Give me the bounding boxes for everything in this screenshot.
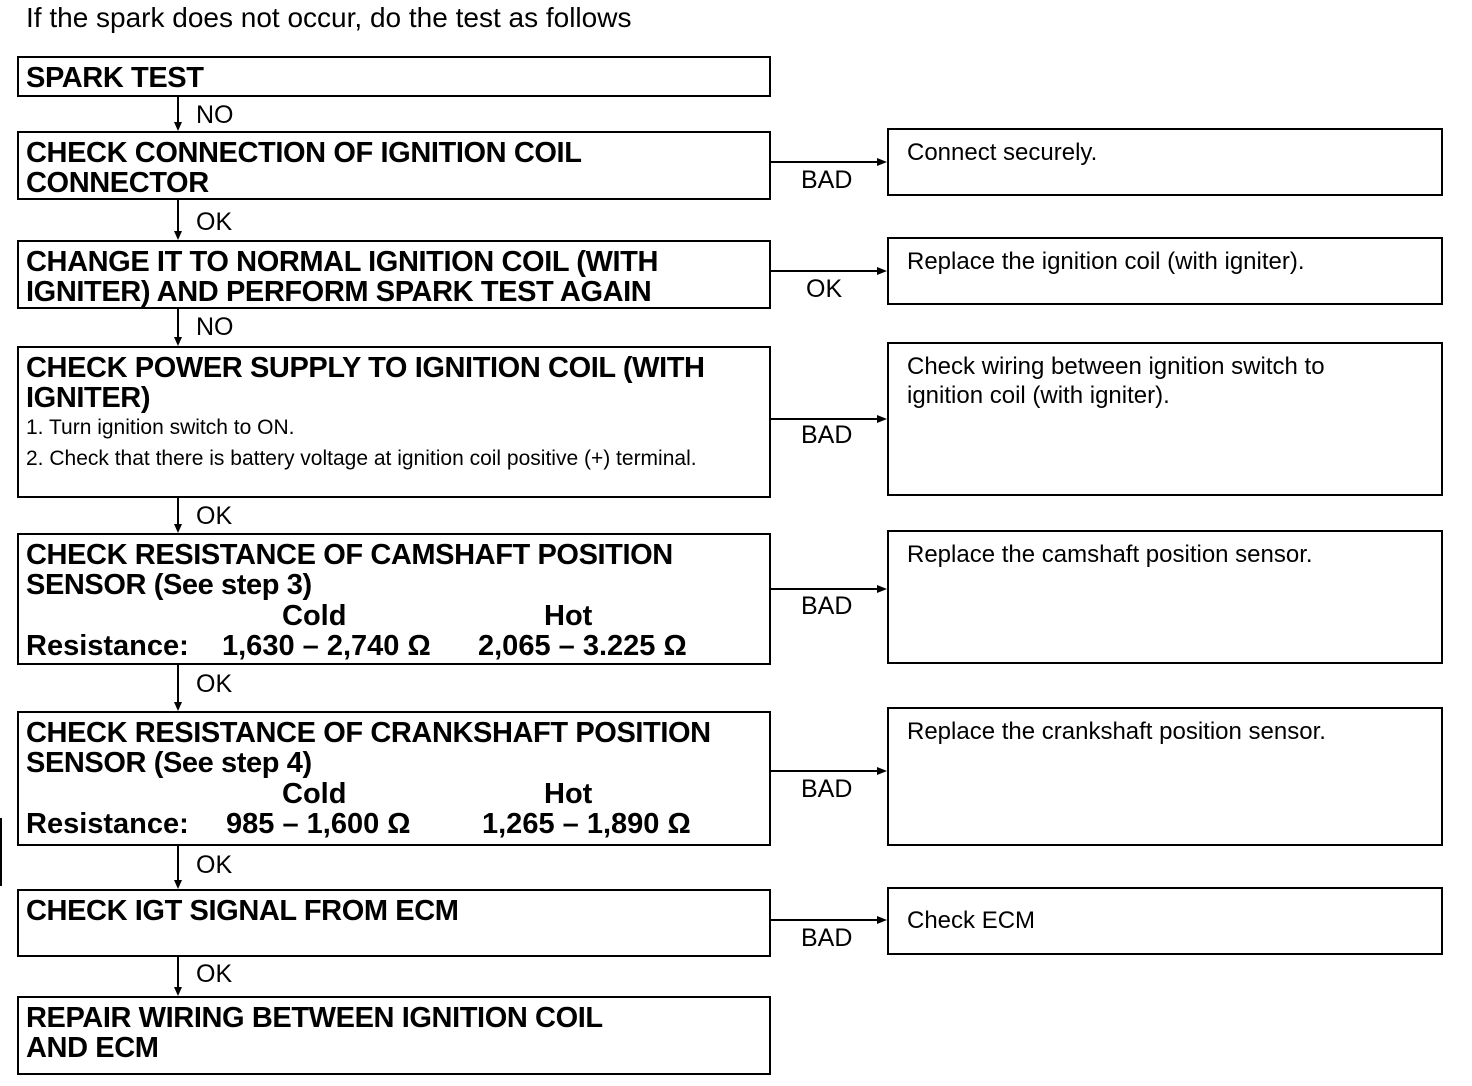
flow-label-branch: BAD	[801, 421, 853, 449]
arrowhead-down	[174, 122, 182, 131]
flow-label-down: OK	[196, 208, 233, 236]
flow-label-down: OK	[196, 670, 233, 698]
action-text: Connect securely.	[907, 139, 1098, 166]
arrowhead-right	[877, 267, 887, 275]
action-text: Replace the camshaft position sensor.	[907, 541, 1313, 568]
arrowhead-down	[174, 702, 182, 711]
arrowhead-right	[877, 585, 887, 593]
arrowhead-right	[877, 158, 887, 166]
arrowhead-down	[174, 231, 182, 240]
resistance-label: Resistance:	[26, 808, 189, 840]
flow-label-branch: BAD	[801, 592, 853, 620]
step-instruction-2: 2. Check that there is battery voltage at ignition coil positive (+) terminal.	[26, 447, 697, 470]
action-text: Replace the crankshaft position sensor.	[907, 718, 1326, 745]
arrowhead-right	[877, 916, 887, 924]
cold-resistance-value: 985 – 1,600 Ω	[226, 808, 411, 840]
flow-label-branch: BAD	[801, 775, 853, 803]
step-title: CHECK RESISTANCE OF CAMSHAFT POSITION SENSOR (See step 3)	[26, 539, 673, 601]
flow-label-down: NO	[196, 313, 234, 341]
flow-label-branch: BAD	[801, 924, 853, 952]
hot-resistance-value: 1,265 – 1,890 Ω	[482, 808, 691, 840]
cold-header: Cold	[282, 600, 347, 632]
arrowhead-down	[174, 880, 182, 889]
arrowhead-right	[877, 415, 887, 423]
step-title: CHANGE IT TO NORMAL IGNITION COIL (WITH IGNITER) AND PERFORM SPARK TEST AGAIN	[26, 246, 659, 308]
step-title: CHECK CONNECTION OF IGNITION COIL CONNECTOR	[26, 137, 581, 199]
cold-header: Cold	[282, 778, 347, 810]
flow-label-down: OK	[196, 502, 233, 530]
step-title: REPAIR WIRING BETWEEN IGNITION COIL AND ECM	[26, 1002, 603, 1064]
hot-header: Hot	[544, 600, 593, 632]
flow-label-down: OK	[196, 851, 233, 879]
arrowhead-right	[877, 767, 887, 775]
step-title: CHECK IGT SIGNAL FROM ECM	[26, 895, 459, 927]
arrowhead-down	[174, 987, 182, 996]
step-title: CHECK POWER SUPPLY TO IGNITION COIL (WITH IGNITER)	[26, 352, 705, 414]
action-text: Replace the ignition coil (with igniter).	[907, 248, 1305, 275]
action-text: Check wiring between ignition switch to ignition coil (with igniter).	[907, 353, 1325, 409]
resistance-label: Resistance:	[26, 630, 189, 662]
intro-text: If the spark does not occur, do the test as follows	[26, 2, 632, 33]
flow-label-down: OK	[196, 960, 233, 988]
cold-resistance-value: 1,630 – 2,740 Ω	[222, 630, 431, 662]
step-instruction-1: 1. Turn ignition switch to ON.	[26, 416, 295, 439]
action-text: Check ECM	[907, 907, 1036, 934]
step-title: SPARK TEST	[26, 62, 204, 94]
hot-resistance-value: 2,065 – 3.225 Ω	[478, 630, 687, 662]
arrowhead-down	[174, 524, 182, 533]
flow-label-branch: OK	[806, 275, 843, 303]
hot-header: Hot	[544, 778, 593, 810]
scan-edge-mark	[0, 818, 2, 886]
flow-label-down: NO	[196, 101, 234, 129]
arrowhead-down	[174, 337, 182, 346]
step-title: CHECK RESISTANCE OF CRANKSHAFT POSITION SENSOR (See step 4)	[26, 717, 711, 779]
flow-label-branch: BAD	[801, 166, 853, 194]
